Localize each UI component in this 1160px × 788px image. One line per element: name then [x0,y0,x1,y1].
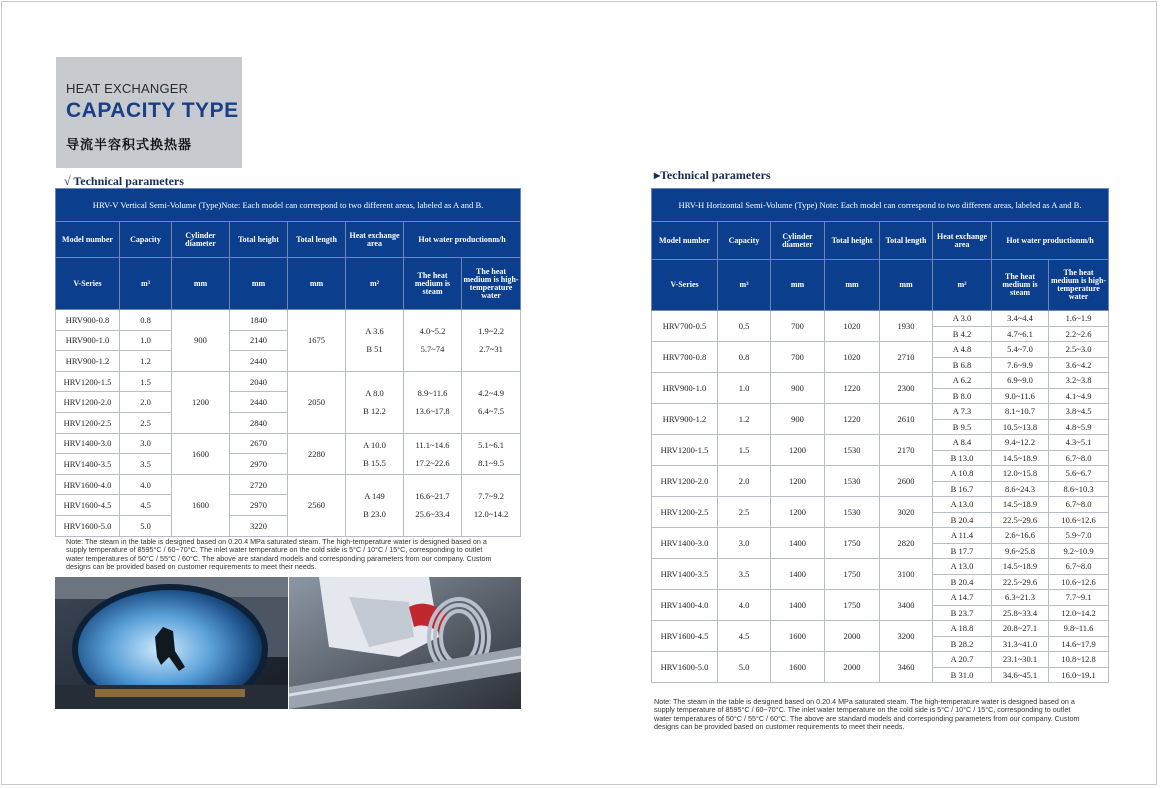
model-cell: HRV1600-4.5 [56,495,120,516]
diameter-cell: 900 [771,404,825,435]
table-row [652,435,1109,451]
capacity-cell: 0.5 [718,311,771,342]
model-cell: HRV1200-1.5 [652,435,718,466]
steam-a-cell: 6.3~21.3 [992,590,1049,606]
area-b-cell: B 4.2 [933,326,992,342]
table-row [56,310,521,331]
capacity-cell: 1.2 [718,404,771,435]
steam-a-value: 16.6~21.7 [415,491,450,502]
steam-a-cell: 14.5~18.9 [992,497,1049,513]
length-cell: 2610 [880,404,933,435]
diameter-cell: 1200 [771,466,825,497]
table-row [652,404,1109,420]
col-header-area: Heat exchange area [346,222,404,258]
area-b-value: B 51 [366,344,383,355]
height-cell: 1530 [825,497,880,528]
height-cell: 3220 [230,515,288,536]
model-cell: HRV1400-4.0 [652,590,718,621]
area-b-cell: B 28.2 [933,636,992,652]
water-b-value: 2.7~31 [479,344,503,355]
height-cell: 1530 [825,466,880,497]
steam-b-cell: 8.6~24.3 [992,481,1049,497]
area-a-cell: A 10.8 [933,466,992,482]
steam-b-value: 13.6~17.8 [415,406,450,417]
unit-capacity: m³ [120,258,172,310]
length-cell: 2560 [288,474,346,536]
water-a-cell: 10.8~12.8 [1049,652,1109,668]
water-b-cell: 10.6~12.6 [1049,512,1109,528]
area-a-cell: A 8.4 [933,435,992,451]
capacity-cell: 4.5 [718,621,771,652]
length-cell: 3400 [880,590,933,621]
area-a-cell: A 7.3 [933,404,992,420]
height-cell: 1750 [825,528,880,559]
col-header-steam: The heat medium is steam [992,260,1049,311]
model-cell: HRV900-1.0 [56,330,120,351]
height-cell: 2440 [230,351,288,372]
water-a-value: 1.9~2.2 [478,326,504,337]
steam-b-cell: 9.6~25.8 [992,543,1049,559]
steam-a-cell: 12.0~15.8 [992,466,1049,482]
height-cell: 1530 [825,435,880,466]
water-a-cell: 9.8~11.6 [1049,621,1109,637]
capacity-cell: 3.5 [120,454,172,475]
water-a-cell: 3.2~3.8 [1049,373,1109,389]
steam-b-cell: 10.5~13.8 [992,419,1049,435]
steam-a-cell: 3.4~4.4 [992,311,1049,327]
water-b-value: 8.1~9.5 [478,457,504,468]
col-header-series: V-Series [652,260,718,311]
water-a-cell: 1.6~1.9 [1049,311,1109,327]
diameter-cell: 700 [771,311,825,342]
diameter-cell: 1400 [771,528,825,559]
table-row [56,433,521,454]
steam-a-value: 4.0~5.2 [419,326,446,337]
col-header-high-temp-water: The heat medium is high-temperature water [462,258,521,310]
area-cell [346,433,404,474]
steam-cell [404,433,462,474]
model-cell: HRV1200-2.0 [56,392,120,413]
water-b-cell: 3.6~4.2 [1049,357,1109,373]
model-cell: HRV1200-2.5 [652,497,718,528]
model-cell: HRV900-1.2 [56,351,120,372]
water-b-cell: 9.2~10.9 [1049,543,1109,559]
steam-b-cell: 31.3~41.0 [992,636,1049,652]
col-header-model: Model number [56,222,120,258]
table-caption: HRV-H Horizontal Semi-Volume (Type) Note: Each model can correspond to two different areas, labeled as A and B. [652,189,1109,222]
area-b-cell: B 8.0 [933,388,992,404]
col-header-high-temp-water: The heat medium is high-temperature water [1049,260,1109,311]
steam-cell [404,474,462,536]
steam-a-cell: 5.4~7.0 [992,342,1049,358]
col-header-height: Total height [230,222,288,258]
unit-diameter: mm [172,258,230,310]
col-header-hot-water: Hot water productionm/h [404,222,521,258]
vertical-table-body [56,310,521,537]
water-a-cell: 4.3~5.1 [1049,435,1109,451]
table-row [652,621,1109,637]
steam-b-cell: 14.5~18.9 [992,450,1049,466]
header-subtitle: HEAT EXCHANGER [66,81,189,96]
capacity-cell: 2.0 [120,392,172,413]
steam-b-cell: 22.5~29.6 [992,574,1049,590]
water-b-cell: 12.0~14.2 [1049,605,1109,621]
water-b-cell: 14.6~17.9 [1049,636,1109,652]
unit-capacity: m³ [718,260,771,311]
area-a-cell: A 13.0 [933,497,992,513]
diameter-cell: 1200 [771,497,825,528]
table-row [652,559,1109,575]
area-a-value: A 3.6 [365,326,384,337]
capacity-cell: 5.0 [120,515,172,536]
col-header-length: Total length [880,222,933,260]
steam-b-cell: 7.6~9.9 [992,357,1049,373]
unit-area: m² [346,258,404,310]
height-cell: 1750 [825,590,880,621]
unit-height: mm [230,258,288,310]
area-b-value: B 23.0 [363,509,386,520]
height-cell: 1020 [825,311,880,342]
height-cell: 1020 [825,342,880,373]
left-note: Note: The steam in the table is designed based on 0.20.4 MPa saturated steam. The high-temperature water is designed based on a supply temperature of 8595°C / 60~70°C. The inlet water temperature on the cold side is 5°C / 10°C / 15°C, corresponding to outlet water temperatures of 50°C / 55°C / 60°C. The above are standard models and corresponding parameters from our company. Custom designs can be provided based on customer requirements to meet their needs. [66,537,492,571]
model-cell: HRV1400-3.0 [56,433,120,454]
capacity-cell: 3.0 [120,433,172,454]
area-a-value: A 10.0 [363,439,386,450]
steam-cell [404,310,462,372]
tank-interior-photo [55,577,288,709]
model-cell: HRV900-0.8 [56,310,120,331]
capacity-cell: 0.8 [120,310,172,331]
capacity-cell: 2.5 [718,497,771,528]
water-a-cell: 7.7~9.1 [1049,590,1109,606]
water-cell [462,310,521,372]
water-a-cell: 3.8~4.5 [1049,404,1109,420]
height-cell: 2970 [230,454,288,475]
steam-b-cell: 9.0~11.6 [992,388,1049,404]
capacity-cell: 5.0 [718,652,771,683]
steam-a-cell: 2.6~16.6 [992,528,1049,544]
length-cell: 2280 [288,433,346,474]
capacity-cell: 3.5 [718,559,771,590]
table-caption: HRV-V Vertical Semi-Volume (Type)Note: Each model can correspond to two different areas, labeled as A and B. [56,189,521,222]
area-b-cell: B 23.7 [933,605,992,621]
water-b-cell: 2.2~2.6 [1049,326,1109,342]
area-b-cell: B 20.4 [933,512,992,528]
capacity-cell: 4.0 [120,474,172,495]
capacity-cell: 1.0 [718,373,771,404]
area-b-value: B 15.5 [363,457,386,468]
area-a-cell: A 11.4 [933,528,992,544]
capacity-cell: 4.0 [718,590,771,621]
col-header-capacity: Capacity [120,222,172,258]
unit-height: mm [825,260,880,311]
length-cell: 2050 [288,371,346,433]
steam-cell [404,371,462,433]
left-section-title: √ Technical parameters [64,174,184,188]
right-note: Note: The steam in the table is designed based on 0.20.4 MPa saturated steam. The high-temperature water is designed based on a supply temperature of 8595°C / 60~70°C. The inlet water temperature on the cold side is 5°C / 10°C / 15°C, corresponding to outlet water temperatures of 50°C / 55°C / 60°C. The above are standard models and corresponding parameters from our company. Custom designs can be provided based on customer requirements to meet their needs. [654,697,1080,731]
height-cell: 2840 [230,412,288,433]
col-header-hot-water: Hot water productionm/h [992,222,1109,260]
area-a-cell: A 13.0 [933,559,992,575]
capacity-cell: 3.0 [718,528,771,559]
welding-photo [289,577,521,709]
length-cell: 1930 [880,311,933,342]
water-a-cell: 6.7~8.0 [1049,497,1109,513]
area-a-value: A 149 [364,491,385,502]
table-row [652,528,1109,544]
area-b-cell: B 16.7 [933,481,992,497]
height-cell: 2720 [230,474,288,495]
area-b-cell: B 13.0 [933,450,992,466]
water-cell [462,433,521,474]
capacity-cell: 0.8 [718,342,771,373]
height-cell: 1840 [230,310,288,331]
length-cell: 1675 [288,310,346,372]
height-cell: 2000 [825,621,880,652]
area-a-cell: A 14.7 [933,590,992,606]
area-cell [346,310,404,372]
height-cell: 1220 [825,373,880,404]
water-b-cell: 8.6~10.3 [1049,481,1109,497]
table-row [652,590,1109,606]
height-cell: 2670 [230,433,288,454]
capacity-cell: 4.5 [120,495,172,516]
water-b-value: 6.4~7.5 [478,406,504,417]
right-section-title-marker: ▸Technical parameters [654,168,771,182]
col-header-capacity: Capacity [718,222,771,260]
steam-b-value: 17.2~22.6 [415,457,450,468]
diameter-cell: 1200 [172,371,230,433]
height-cell: 2970 [230,495,288,516]
unit-length: mm [880,260,933,311]
water-b-value: 12.0~14.2 [473,509,509,520]
water-cell [462,474,521,536]
col-header-model: Model number [652,222,718,260]
water-a-cell: 2.5~3.0 [1049,342,1109,358]
area-a-value: A 8.0 [365,388,384,399]
steam-a-value: 11.1~14.6 [415,439,450,450]
steam-a-cell: 9.4~12.2 [992,435,1049,451]
height-cell: 2140 [230,330,288,351]
col-header-diameter: Cylinder diameter [771,222,825,260]
model-cell: HRV900-1.2 [652,404,718,435]
model-cell: HRV1600-4.5 [652,621,718,652]
height-cell: 1220 [825,404,880,435]
area-a-cell: A 3.0 [933,311,992,327]
area-b-cell: B 9.5 [933,419,992,435]
area-b-cell: B 31.0 [933,667,992,683]
area-cell [346,371,404,433]
water-a-value: 4.2~4.9 [478,388,504,399]
steam-b-value: 5.7~74 [420,344,445,355]
steam-a-cell: 20.8~27.1 [992,621,1049,637]
area-a-cell: A 18.8 [933,621,992,637]
model-cell: HRV1600-5.0 [56,515,120,536]
col-header-steam: The heat medium is steam [404,258,462,310]
diameter-cell: 1400 [771,590,825,621]
model-cell: HRV1400-3.5 [652,559,718,590]
model-cell: HRV1400-3.5 [56,454,120,475]
height-cell: 2440 [230,392,288,413]
capacity-cell: 1.0 [120,330,172,351]
unit-area: m² [933,260,992,311]
water-b-cell: 10.6~12.6 [1049,574,1109,590]
steam-a-value: 8.9~11.6 [417,388,448,399]
diameter-cell: 1600 [771,621,825,652]
area-cell [346,474,404,536]
table-row [652,311,1109,327]
col-header-height: Total height [825,222,880,260]
model-cell: HRV700-0.5 [652,311,718,342]
table-row [652,652,1109,668]
diameter-cell: 1600 [172,433,230,474]
length-cell: 3200 [880,621,933,652]
area-a-cell: A 20.7 [933,652,992,668]
area-b-value: B 12.2 [363,406,386,417]
header-block [56,57,242,168]
water-cell [462,371,521,433]
area-b-cell: B 6.8 [933,357,992,373]
length-cell: 2600 [880,466,933,497]
table-row [652,373,1109,389]
steam-b-cell: 22.5~29.6 [992,512,1049,528]
steam-b-cell: 34.6~45.1 [992,667,1049,683]
unit-length: mm [288,258,346,310]
water-b-cell: 6.7~8.0 [1049,450,1109,466]
diameter-cell: 1400 [771,559,825,590]
model-cell: HRV1600-4.0 [56,474,120,495]
header-title: CAPACITY TYPE [66,99,239,122]
horizontal-spec-table [651,188,1109,683]
col-header-area: Heat exchange area [933,222,992,260]
model-cell: HRV900-1.0 [652,373,718,404]
steam-b-cell: 25.8~33.4 [992,605,1049,621]
table-row [56,474,521,495]
col-header-diameter: Cylinder diameter [172,222,230,258]
length-cell: 2820 [880,528,933,559]
length-cell: 2710 [880,342,933,373]
water-b-cell: 4.1~4.9 [1049,388,1109,404]
length-cell: 3100 [880,559,933,590]
diameter-cell: 700 [771,342,825,373]
col-header-series: V-Series [56,258,120,310]
diameter-cell: 1600 [771,652,825,683]
capacity-cell: 2.5 [120,412,172,433]
water-a-cell: 6.7~8.0 [1049,559,1109,575]
model-cell: HRV700-0.8 [652,342,718,373]
water-a-value: 5.1~6.1 [478,439,504,450]
area-a-cell: A 4.8 [933,342,992,358]
length-cell: 3460 [880,652,933,683]
area-a-cell: A 6.2 [933,373,992,389]
horizontal-table-body [652,311,1109,683]
water-a-value: 7.7~9.2 [478,491,504,502]
right-section-title: Technical parameters [660,168,771,182]
model-cell: HRV1600-5.0 [652,652,718,683]
steam-a-cell: 8.1~10.7 [992,404,1049,420]
vertical-spec-table [55,188,521,537]
height-cell: 2000 [825,652,880,683]
model-cell: HRV1200-2.0 [652,466,718,497]
height-cell: 1750 [825,559,880,590]
model-cell: HRV1200-1.5 [56,371,120,392]
header-chinese-title: 导流半容积式换热器 [66,138,193,153]
diameter-cell: 1600 [172,474,230,536]
water-b-cell: 16.0~19.1 [1049,667,1109,683]
capacity-cell: 1.5 [120,371,172,392]
model-cell: HRV1200-2.5 [56,412,120,433]
diameter-cell: 1200 [771,435,825,466]
table-row [652,466,1109,482]
steam-b-cell: 4.7~6.1 [992,326,1049,342]
unit-diameter: mm [771,260,825,311]
length-cell: 3020 [880,497,933,528]
model-cell: HRV1400-3.0 [652,528,718,559]
diameter-cell: 900 [172,310,230,372]
height-cell: 2040 [230,371,288,392]
steam-b-value: 25.6~33.4 [415,509,450,520]
table-row [56,371,521,392]
length-cell: 2300 [880,373,933,404]
area-b-cell: B 20.4 [933,574,992,590]
table-row [652,497,1109,513]
table-row [652,342,1109,358]
length-cell: 2170 [880,435,933,466]
steam-a-cell: 14.5~18.9 [992,559,1049,575]
col-header-length: Total length [288,222,346,258]
water-b-cell: 4.8~5.9 [1049,419,1109,435]
diameter-cell: 900 [771,373,825,404]
area-b-cell: B 17.7 [933,543,992,559]
steam-a-cell: 6.9~9.0 [992,373,1049,389]
capacity-cell: 2.0 [718,466,771,497]
steam-a-cell: 23.1~30.1 [992,652,1049,668]
capacity-cell: 1.2 [120,351,172,372]
water-a-cell: 5.6~6.7 [1049,466,1109,482]
water-a-cell: 5.9~7.0 [1049,528,1109,544]
capacity-cell: 1.5 [718,435,771,466]
